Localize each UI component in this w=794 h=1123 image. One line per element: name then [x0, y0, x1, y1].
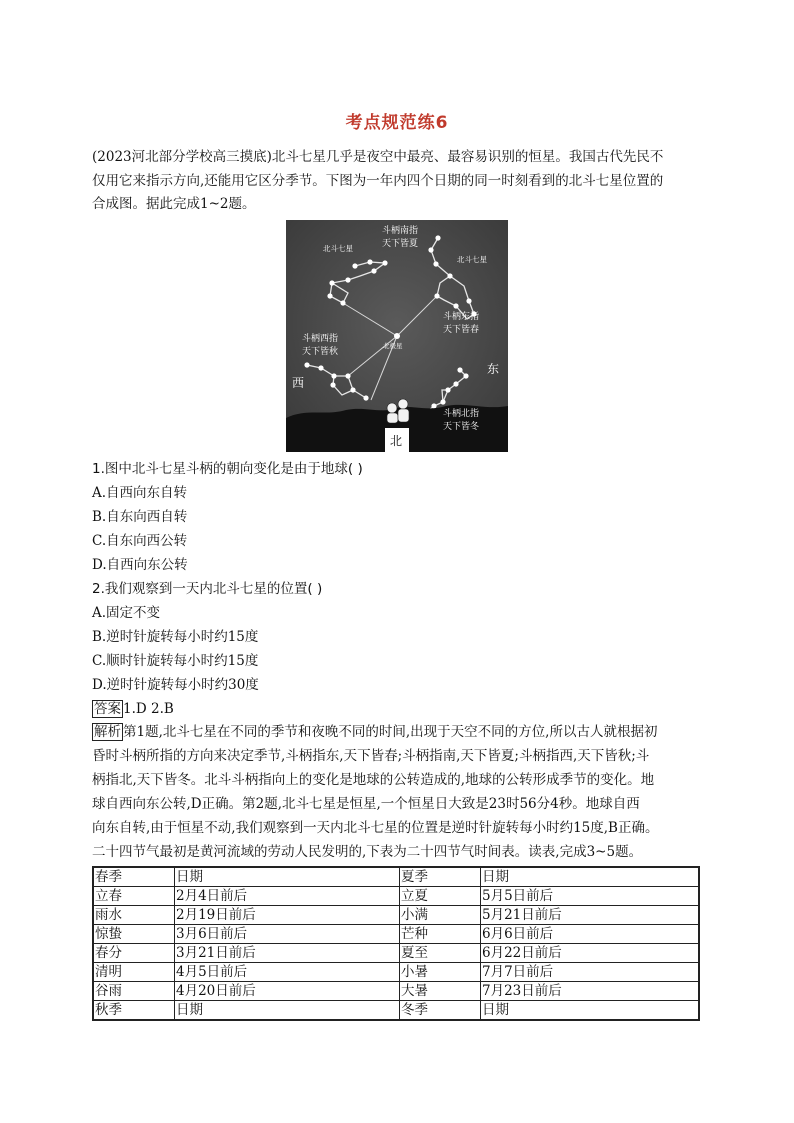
table-cell: 夏季	[400, 867, 481, 887]
analysis-line: 二十四节气最初是黄河流域的劳动人民发明的,下表为二十四节气时间表。读表,完成3~5题。	[92, 844, 643, 860]
answer-label: 答案	[94, 701, 121, 717]
table-cell: 日期	[481, 1001, 700, 1021]
question-1-option-b: B.自东向西自转	[92, 509, 188, 525]
polaris-star	[394, 333, 400, 339]
answer-text: 1.D 2.B	[123, 701, 174, 717]
table-cell: 清明	[93, 963, 175, 982]
table-row	[93, 906, 699, 925]
intro-paragraph	[92, 146, 704, 217]
question-2-option-b: B.逆时针旋转每小时约15度	[92, 629, 259, 645]
table-cell: 芒种	[400, 925, 481, 944]
table-row	[93, 982, 699, 1001]
solar-terms-table	[92, 866, 700, 1021]
table-cell: 大暑	[400, 982, 481, 1001]
analysis-paragraph	[92, 720, 704, 864]
table-cell: 3月21日前后	[175, 944, 400, 963]
label-summer-2: 天下皆夏	[382, 239, 419, 249]
table-row	[93, 925, 699, 944]
analysis-line: 向东自转,由于恒星不动,我们观察到一天内北斗七星的位置是逆时针旋转每小时约15度,B正确。	[92, 820, 659, 836]
table-cell: 立春	[93, 887, 175, 906]
table-cell: 6月6日前后	[481, 925, 700, 944]
analysis-line: 柄指北,天下皆冬。北斗斗柄指向上的变化是地球的公转造成的,地球的公转形成季节的变化。地	[92, 772, 655, 788]
table-cell: 5月5日前后	[481, 887, 700, 906]
table-row	[93, 1001, 699, 1021]
table-cell: 6月22日前后	[481, 944, 700, 963]
question-1-option-c: C.自东向西公转	[92, 533, 188, 549]
analysis-label: 解析	[94, 724, 121, 740]
table-cell: 夏至	[400, 944, 481, 963]
label-winter-2: 天下皆冬	[443, 422, 480, 432]
question-2-stem: 2.我们观察到一天内北斗七星的位置( )	[92, 581, 323, 597]
table-cell: 2月4日前后	[175, 887, 400, 906]
table-cell: 冬季	[400, 1001, 481, 1021]
intro-line: (2023河北部分学校高三摸底)北斗七星几乎是夜空中最亮、最容易识别的恒星。我国古代先民不	[92, 149, 664, 165]
table-cell: 7月23日前后	[481, 982, 700, 1001]
label-east: 东	[487, 362, 500, 376]
analysis-line: 昏时斗柄所指的方向来决定季节,斗柄指东,天下皆春;斗柄指南,天下皆夏;斗柄指西,天下皆秋;斗	[92, 748, 650, 764]
table-cell: 立夏	[400, 887, 481, 906]
question-1-stem: 1.图中北斗七星斗柄的朝向变化是由于地球( )	[92, 461, 363, 477]
table-cell: 春分	[93, 944, 175, 963]
label-west: 西	[292, 376, 305, 390]
intro-line: 仅用它来指示方向,还能用它区分季节。下图为一年内四个日期的同一时刻看到的北斗七星位置的	[92, 172, 664, 189]
table-row	[93, 887, 699, 906]
table-cell: 日期	[175, 867, 400, 887]
table-row	[93, 867, 699, 887]
question-1-option-a: A.自西向东自转	[92, 485, 188, 501]
table-cell: 小暑	[400, 963, 481, 982]
question-2-option-d: D.逆时针旋转每小时约30度	[92, 677, 259, 693]
intro-line: 合成图。据此完成1~2题。	[92, 196, 256, 212]
label-north: 北	[390, 434, 403, 448]
table-cell: 谷雨	[93, 982, 175, 1001]
big-dipper-figure	[286, 220, 508, 452]
label-summer-1: 斗柄南指	[382, 226, 419, 236]
answer-line	[92, 700, 174, 718]
label-big-dipper: 北斗七星	[323, 244, 353, 253]
label-spring-1: 斗柄东指	[443, 312, 480, 322]
label-big-dipper-right: 北斗七星	[457, 255, 487, 264]
table-cell: 4月20日前后	[175, 982, 400, 1001]
table-cell: 7月7日前后	[481, 963, 700, 982]
table-cell: 5月21日前后	[481, 906, 700, 925]
page-title: 考点规范练6	[345, 113, 449, 133]
label-autumn-2: 天下皆秋	[302, 347, 339, 357]
table-cell: 秋季	[93, 1001, 175, 1021]
table-cell: 惊蛰	[93, 925, 175, 944]
analysis-line: 球自西向东公转,D正确。第2题,北斗七星是恒星,一个恒星日大致是23时56分4秒。地球自西	[92, 796, 640, 812]
label-autumn-1: 斗柄西指	[302, 334, 339, 344]
table-row	[93, 963, 699, 982]
label-polaris: 北极星	[383, 342, 403, 350]
table-row	[93, 944, 699, 963]
table-cell: 小满	[400, 906, 481, 925]
table-cell: 日期	[175, 1001, 400, 1021]
question-2-option-a: A.固定不变	[92, 605, 161, 621]
table-cell: 3月6日前后	[175, 925, 400, 944]
table-cell: 4月5日前后	[175, 963, 400, 982]
question-1-option-d: D.自西向东公转	[92, 557, 188, 573]
table-cell: 雨水	[93, 906, 175, 925]
label-spring-2: 天下皆春	[443, 325, 480, 335]
analysis-line: 第1题,北斗七星在不同的季节和夜晚不同的时间,出现于天空不同的方位,所以古人就根据初	[123, 724, 658, 740]
table-cell: 2月19日前后	[175, 906, 400, 925]
table-cell: 春季	[93, 867, 175, 887]
question-2-option-c: C.顺时针旋转每小时约15度	[92, 653, 259, 669]
table-cell: 日期	[481, 867, 700, 887]
label-winter-1: 斗柄北指	[443, 409, 480, 419]
